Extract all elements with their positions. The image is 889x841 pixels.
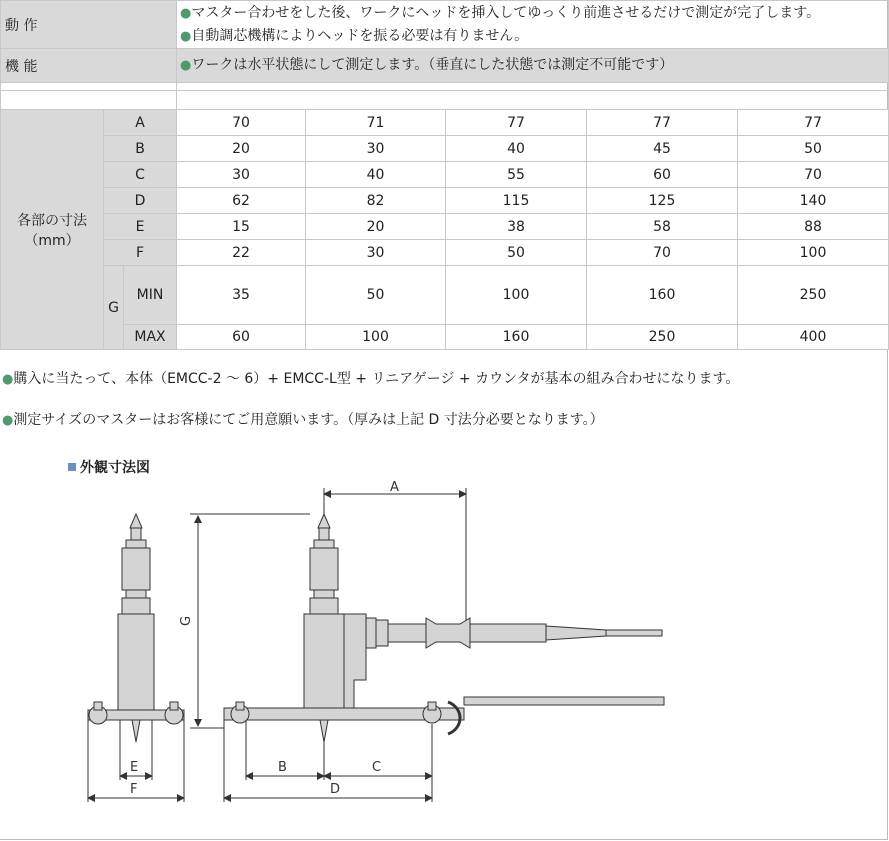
- operation-line-2: 自動調芯機構によりヘッドを振る必要は有りません。: [191, 27, 529, 44]
- dim-label-d: D: [330, 782, 341, 797]
- note-2: ●測定サイズのマスターはお客様にてご用意願います。（厚みは上記 D 寸法分必要となります。）: [2, 412, 604, 428]
- bullet-icon: ●: [2, 372, 14, 387]
- dim-row-g-max: MAX 60 100 160 250 400: [1, 325, 889, 350]
- note-1: ●購入に当たって、本体（EMCC-2 ～ 6）+ EMCC-L型 + リニアゲージ + カウンタが基本の組み合わせになります。: [2, 371, 740, 387]
- operation-label: 動 作: [1, 1, 177, 49]
- dim-row-a: 各部の寸法 （mm） A 70 71 77 77 77: [1, 110, 889, 136]
- left-unit: [88, 514, 184, 742]
- operation-row: [1, 1, 889, 49]
- dimension-drawing: [60, 480, 680, 820]
- function-label: 機 能: [1, 49, 177, 83]
- spec-table: [0, 0, 889, 350]
- dim-row-g-min: G MIN 35 50 100 160 250: [1, 266, 889, 325]
- function-row: [1, 49, 889, 83]
- square-icon: [68, 463, 76, 471]
- dim-label-e: E: [130, 760, 139, 775]
- spacer-row: [1, 83, 889, 91]
- dim-label-a: A: [390, 480, 399, 495]
- bullet-icon: ●: [180, 28, 192, 44]
- dim-label-f: F: [130, 782, 138, 797]
- dim-label-b: B: [278, 760, 287, 775]
- bullet-icon: ●: [2, 413, 14, 428]
- dim-row-b: B 20 30 40 45 50: [1, 136, 889, 162]
- dim-row-f: F 22 30 50 70 100: [1, 240, 889, 266]
- notes: [2, 370, 739, 452]
- dim-row-c: C 30 40 55 60 70: [1, 162, 889, 188]
- bullet-icon: ●: [180, 58, 192, 73]
- bullet-icon: ●: [180, 5, 192, 21]
- main-unit: [224, 514, 664, 742]
- g-label: G: [104, 266, 124, 350]
- function-line-1: ワークは水平状態にして測定します。（垂直にした状態では測定不可能です）: [191, 57, 674, 73]
- dimensions-label: 各部の寸法 （mm）: [1, 110, 104, 350]
- spacer-row: [1, 91, 889, 110]
- dim-row-e: E 15 20 38 58 88: [1, 214, 889, 240]
- operation-line-1: マスター合わせをした後、ワークにヘッドを挿入してゆっくり前進させるだけで測定が完了します。: [191, 4, 821, 21]
- figure-title: 外観寸法図: [68, 457, 150, 477]
- dim-label-c: C: [372, 760, 382, 775]
- dim-label-g: G: [179, 615, 194, 626]
- dim-row-d: D 62 82 115 125 140: [1, 188, 889, 214]
